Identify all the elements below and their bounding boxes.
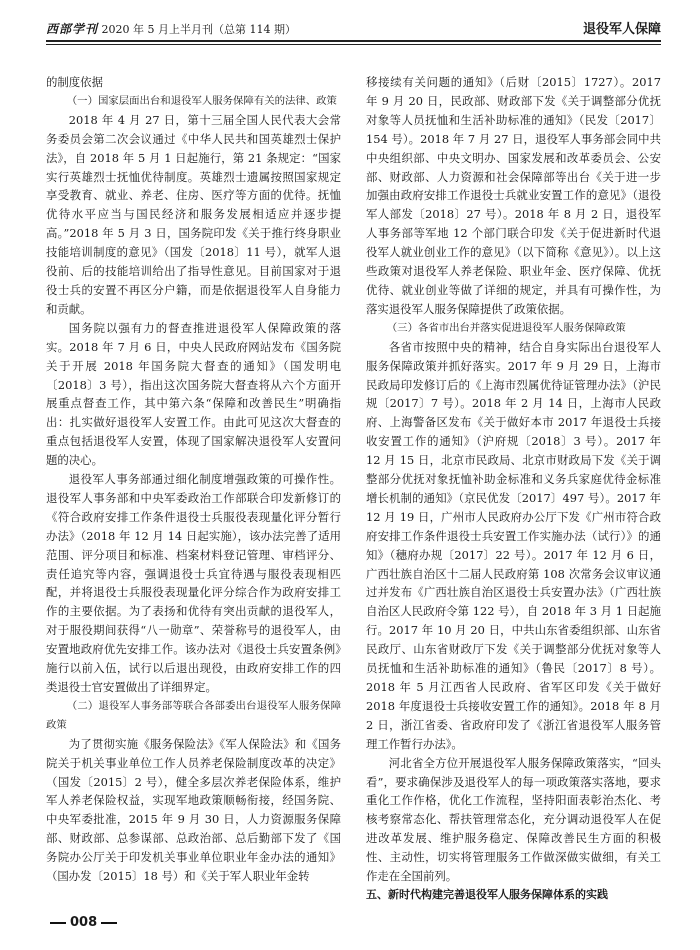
subsection-heading: （三）各省市出台并落实促进退役军人服务保障政策 — [386, 321, 626, 334]
right-column — [366, 73, 661, 905]
page-header — [46, 14, 661, 40]
footer-dash-left — [50, 922, 66, 924]
section-heading: 五、新时代构建完善退役军人服务保障体系的实践 — [366, 887, 608, 901]
left-column — [46, 73, 341, 886]
page-footer — [46, 915, 121, 930]
paragraph: 为了贯彻实施《服务保险法》《军人保险法》和《国务院关于机关事业单位工作人员养老保险制度改革的决定》（国发〔2015〕2 号），健全多层次养老保险体系，维护军人养老保险权益，实现军地政策顺畅衔接，经国务院、中央军委批准，2015 年 9 月 30 日，人力资源服务保障部、财政部、总参谋部、总政治部、总后勤部下发了《国务院办公厅关于印发机关事业单位职业年金办法的通知》（国办发〔2015〕18 号）和《关于军人职业年金转 — [46, 736, 341, 884]
header-rule — [46, 40, 661, 42]
paragraph: 国务院以强有力的督查推进退役军人保障政策的落实。2018 年 7 月 6 日，中央人民政府网站发布《国务院关于开展 2018 年国务院大督查的通知》（国发明电〔2018〕3 号），指出这次国务院大督查将从六个方面开展重点督查工作，其中第六条“保障和改善民生”明确指出：扎实做好退役军人安置工作。由此可见这次大督查的重点包括退役军人安置，体现了国家解决退役军人安置问题的决心。 — [46, 320, 341, 468]
journal-logo: 西部学刊 — [46, 22, 99, 36]
paragraph-continuation: 移接续有关问题的通知》（后财〔2015〕1727）。2017 年 9 月 20 日，民政部、财政部下发《关于调整部分优抚对象等人员抚恤和生活补助标准的通知》（民发〔2017〕154 号）。2018 年 7 月 27 日，退役军人事务部会同中共中央组织部、中央文明办、国家发展和改革委员会、公安部、财政部、人力资源和社会保障部等出台《关于进一步加强由政府安排工作退役士兵就业安置工作的意见》（退役军人部发〔2018〕27 号）。2018 年 8 月 2 日，退役军人事务部等军地 12 个部门联合印发《关于促进新时代退役军人就业创业工作的意见》（以下简称《意见》）。以上这些政策对退役军人养老保险、职业年金、医疗保障、优抚优待、就业创业等做了详细的规定，并具有可操作性，为落实退役军人服务保障提供了政策依据。 — [366, 75, 661, 316]
paragraph-continuation: 的制度依据 — [46, 75, 103, 89]
paragraph: 各省市按照中央的精神，结合自身实际出台退役军人服务保障政策并抓好落实。2017 年 9 月 29 日，上海市民政局印发修订后的《上海市烈属优待证管理办法》（沪民规〔2017〕7 号）。2018 年 2 月 14 日，上海市人民政府、上海警备区发布《关于做好本市 2017 年退役士兵接收安置工作的通知》（沪府规〔2018〕3 号）。2017 年 12 月 15 日，北京市民政局、北京市财政局下发《关于调整部分优抚对象抚恤补助金标准和义务兵家庭优待金标准增长机制的通知》（京民优发〔2017〕497 号）。2017 年 12 月 19 日，广州市人民政府办公厅下发《广州市符合政府安排工作条件退役士兵安置工作实施办法（试行）》的通知》（穗府办规〔2017〕22 号）。2017 年 12 月 6 日，广西壮族自治区十二届人民政府第 108 次常务会议审议通过并发布《广西壮族自治区退役士兵安置办法》（广西壮族自治区人民政府令第 122 号），自 2018 年 3 月 1 日起施行。2017 年 10 月 20 日，中共山东省委组织部、山东省民政厅、山东省财政厅下发《关于调整部分优抚对象等人员抚恤和生活补助标准的通知》（鲁民〔2017〕8 号）。2018 年 5 月江西省人民政府、省军区印发《关于做好 2018 年度退役士兵接收安置工作的通知》。2018 年 8 月 2 日，浙江省委、省政府印发了《浙江省退役军人服务管理工作暂行办法》。 — [366, 339, 661, 751]
paragraph: 退役军人事务部通过细化制度增强政策的可操作性。退役军人事务部和中央军委政治工作部联合印发新修订的《符合政府安排工作条件退役士兵服役表现量化评分暂行办法》（2018 年 12 月 14 日起实施），该办法完善了适用范围、评分项目和标准、档案材料登记管理、审档评分、责任追究等内容，强调退役士兵宜待遇与服役表现相匹配，并将退役士兵服役表现量化评分综合作为政府安排工作的主要依据。为了表扬和优待有突出贡献的退役军人，对于服役期间获得“八一勋章”、荣誉称号的退役军人，由安置地政府优先安排工作。该办法对《退役士兵安置条例》施行以前入伍，试行以后退出现役，由政府安排工作的四类退役士官安置做出了详细界定。 — [46, 472, 341, 694]
subsection-heading: （一）国家层面出台和退役军人服务保障有关的法律、政策 — [66, 94, 337, 107]
paragraph: 2018 年 4 月 27 日，第十三届全国人民代表大会常务委员会第二次会议通过《中华人民共和国英雄烈士保护法》，自 2018 年 5 月 1 日起施行，第 21 条规定：“国家实行英雄烈士抚恤优待制度。英雄烈士遗属按照国家规定享受教育、就业、养老、住房、医疗等方面的优待。抚恤优待水平应当与国民经济和服务发展相适应并逐步提高。”2018 年 5 月 3 日，国务院印发《关于推行终身职业技能培训制度的意见》（国发〔2018〕11 号），就军人退役前、后的技能培训给出了指导性意见。目前国家对于退役士兵的安置不再区分户籍，而是依据退役军人自身能力和贡献。 — [46, 112, 341, 316]
subsection-heading: （二）退役军人事务部等联合各部委出台退役军人服务保障政策 — [46, 699, 341, 731]
section-title: 退役军人保障 — [582, 22, 661, 37]
paragraph: 河北省全方位开展退役军人服务保障政策落实，“回头看”，要求确保涉及退役军人的每一项政策落实落地，要求重化工作作格，优化工作流程，坚持阳面表彰治杰化、考核考察常态化、帮扶管理常态化，充分调动退役军人在促进改革发展、维护服务稳定、保障改善民生方面的积极性、主动性，切实将管理服务工作做深做实做细，有关工作走在全国前列。 — [366, 755, 661, 884]
header-rule-thin — [46, 44, 661, 45]
issue-info: 2020 年 5 月上半月刊（总第 114 期） — [101, 23, 296, 36]
footer-dash-right — [101, 922, 117, 924]
page-number: 008 — [70, 915, 98, 930]
header-journal-info — [46, 20, 296, 37]
